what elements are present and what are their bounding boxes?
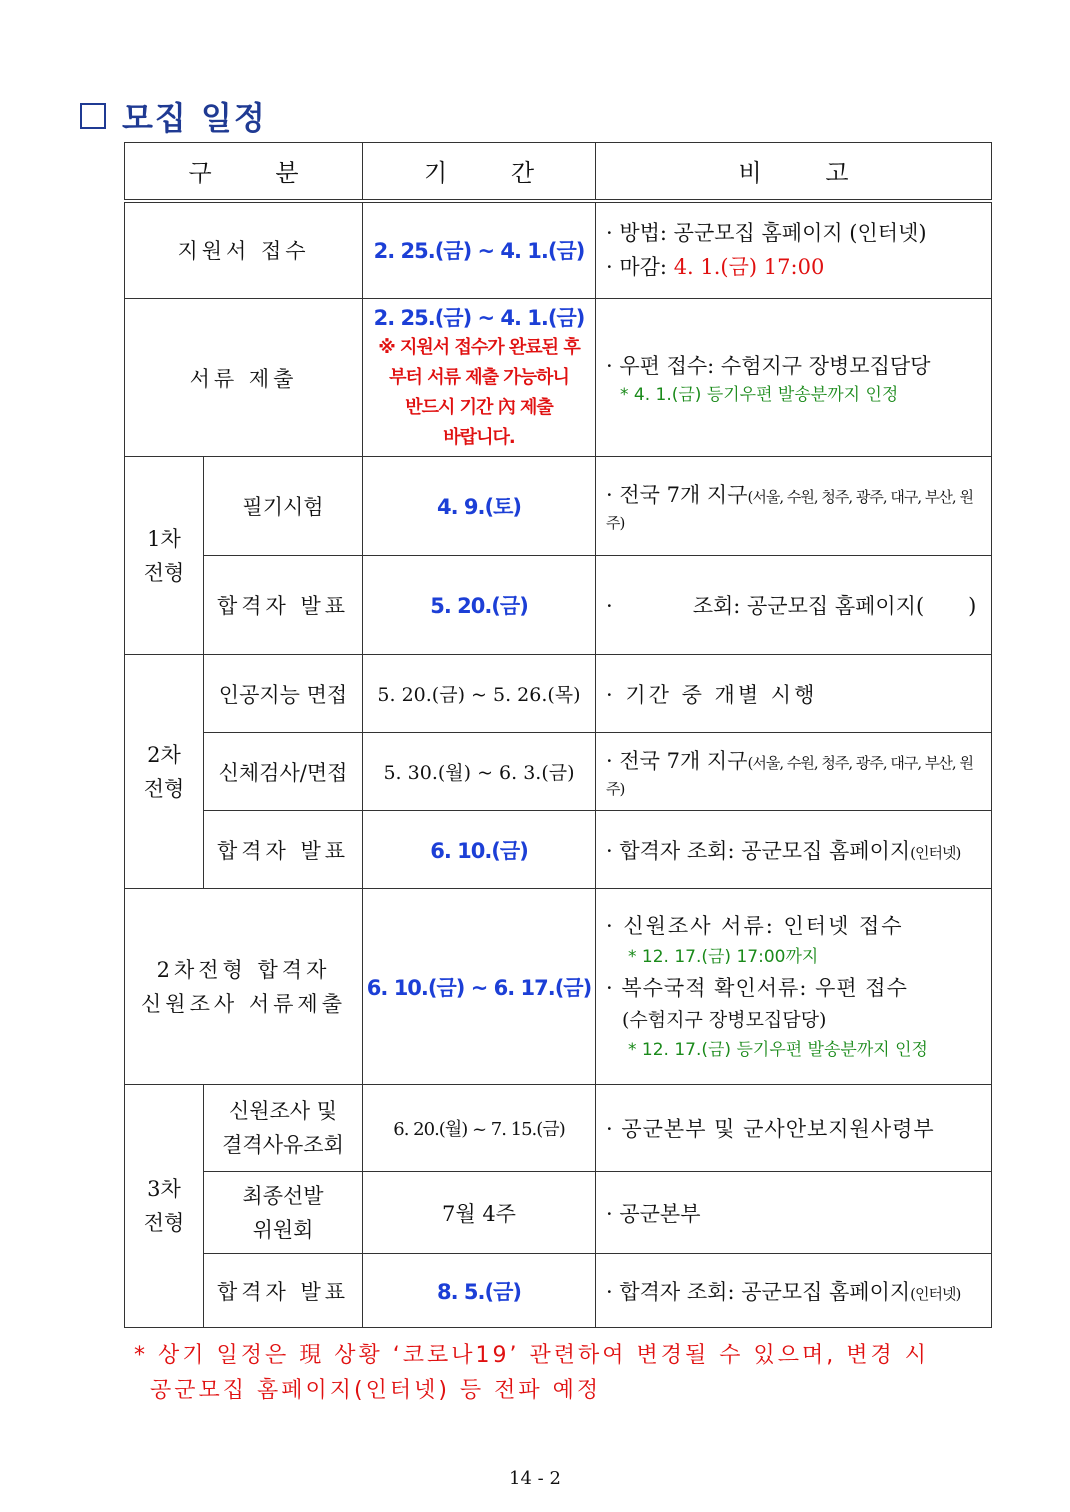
remarks-bg bbox=[596, 889, 992, 1085]
remarks-result1 bbox=[596, 556, 992, 655]
remark-small: (인터넷) bbox=[910, 843, 961, 862]
table-row bbox=[125, 556, 992, 655]
remarks-apply bbox=[596, 201, 992, 299]
docs-warning-line: 반드시 기간 內 제출 bbox=[405, 396, 553, 418]
period-docs-date: 2. 25.(금) ~ 4. 1.(금) bbox=[373, 305, 585, 330]
section-title bbox=[80, 96, 267, 136]
remark-line: · 우편 접수: 수험지구 장병모집담당 bbox=[606, 353, 931, 378]
table-row bbox=[125, 201, 992, 299]
remarks-written bbox=[596, 457, 992, 556]
group-label: 1차 bbox=[147, 526, 181, 551]
period-body: 5. 30.(월) ~ 6. 3.(금) bbox=[363, 733, 596, 811]
docs-warning-line: 바랍니다. bbox=[443, 426, 515, 448]
table-row bbox=[125, 299, 992, 457]
table-header-row bbox=[125, 143, 992, 201]
period-result2: 6. 10.(금) bbox=[363, 811, 596, 889]
period-result3: 8. 5.(금) bbox=[363, 1254, 596, 1328]
remark-small: (서울, 수원, 청주, 광주, 대구, 부산, 원주) bbox=[606, 488, 973, 532]
table-row bbox=[125, 655, 992, 733]
row-label-ai: 인공지능 면접 bbox=[204, 655, 363, 733]
remark-line bbox=[606, 250, 991, 284]
header-category: 구 분 bbox=[125, 143, 363, 201]
checkbox-square-icon bbox=[80, 103, 106, 129]
remark-line: 조회: 공군모집 홈페이지( bbox=[692, 594, 925, 618]
group-label: 2차 bbox=[147, 742, 181, 767]
remark-line: · 공군본부 및 군사안보지원사령부 bbox=[606, 1117, 935, 1141]
remark-green-note: * 12. 17.(금) 등기우편 발송분까지 인정 bbox=[628, 1039, 928, 1060]
row-label-line: 신원조사 및 bbox=[228, 1099, 338, 1123]
group-label: 전형 bbox=[143, 560, 185, 585]
period-apply: 2. 25.(금) ~ 4. 1.(금) bbox=[363, 201, 596, 299]
schedule-table bbox=[124, 142, 992, 1328]
group-label: 전형 bbox=[143, 776, 185, 801]
row-label-written: 필기시험 bbox=[204, 457, 363, 556]
period-result1: 5. 20.(금) bbox=[363, 556, 596, 655]
remark-small: (서울, 수원, 청주, 광주, 대구, 부산, 원주) bbox=[606, 753, 973, 798]
remark-green-note: * 4. 1.(금) 등기우편 발송분까지 인정 bbox=[620, 384, 899, 405]
remarks-ai bbox=[596, 655, 992, 733]
period-ai: 5. 20.(금) ~ 5. 26.(목) bbox=[363, 655, 596, 733]
header-remarks: 비 고 bbox=[596, 143, 992, 201]
row-label-bg bbox=[125, 889, 363, 1085]
period-written: 4. 9.(토) bbox=[363, 457, 596, 556]
footnote bbox=[134, 1338, 994, 1408]
remark-end: ) bbox=[968, 594, 977, 618]
footnote-line: * 상기 일정은 現 상황 ‘코로나19’ 관련하여 변경될 수 있으며, 변경 시 bbox=[134, 1343, 929, 1368]
remark-small: (인터넷) bbox=[910, 1284, 961, 1303]
remark-line: (수험지구 장병모집담당) bbox=[622, 1008, 827, 1031]
group-stage3 bbox=[125, 1085, 204, 1328]
remark-line: · 신원조사 서류: 인터넷 접수 bbox=[606, 913, 904, 938]
remarks-result2 bbox=[596, 811, 992, 889]
period-final: 7월 4주 bbox=[363, 1172, 596, 1254]
period-bg: 6. 10.(금) ~ 6. 17.(금) bbox=[363, 889, 596, 1085]
period-check: 6. 20.(월) ~ 7. 15.(금) bbox=[363, 1085, 596, 1172]
remark-line: · 합격자 조회: 공군모집 홈페이지 bbox=[606, 1279, 911, 1304]
group-stage2 bbox=[125, 655, 204, 889]
row-label-line: 신원조사 서류제출 bbox=[141, 991, 346, 1016]
remark-line: · 복수국적 확인서류: 우편 접수 bbox=[606, 975, 908, 1000]
row-label-line: 최종선발 bbox=[242, 1183, 324, 1208]
remark-line: · 방법: 공군모집 홈페이지 (인터넷) bbox=[606, 221, 927, 246]
row-label-apply: 지원서 접수 bbox=[125, 201, 363, 299]
row-label-result2: 합격자 발표 bbox=[204, 811, 363, 889]
row-label-body: 신체검사/면접 bbox=[204, 733, 363, 811]
docs-warning-line: 부터 서류 제출 가능하니 bbox=[389, 366, 569, 388]
table-row bbox=[125, 811, 992, 889]
row-label-docs: 서류 제출 bbox=[125, 299, 363, 457]
deadline-value: 4. 1.(금) 17:00 bbox=[673, 255, 825, 280]
table-row bbox=[125, 457, 992, 556]
remark-line: · 합격자 조회: 공군모집 홈페이지 bbox=[606, 838, 911, 863]
row-label-result3: 합격자 발표 bbox=[204, 1254, 363, 1328]
remark-line: · 전국 7개 지구 bbox=[606, 748, 748, 773]
row-label-check bbox=[204, 1085, 363, 1172]
remark-green-note: * 12. 17.(금) 17:00까지 bbox=[628, 946, 819, 967]
remark-line: · 전국 7개 지구 bbox=[606, 483, 748, 507]
header-period: 기 간 bbox=[363, 143, 596, 201]
table-row bbox=[125, 733, 992, 811]
row-label-final bbox=[204, 1172, 363, 1254]
section-title-text: 모집 일정 bbox=[122, 99, 267, 137]
row-label-line: 위원회 bbox=[252, 1217, 314, 1242]
group-label: 3차 bbox=[147, 1177, 181, 1201]
period-docs bbox=[363, 299, 596, 457]
table-row bbox=[125, 1172, 992, 1254]
remark-prefix: · 마감: bbox=[606, 255, 674, 280]
remarks-docs bbox=[596, 299, 992, 457]
footnote-line: 공군모집 홈페이지(인터넷) 등 전파 예정 bbox=[150, 1378, 602, 1403]
row-label-line: 2차전형 합격자 bbox=[156, 957, 331, 982]
remark-line: · 공군본부 bbox=[606, 1201, 701, 1226]
table-row bbox=[125, 889, 992, 1085]
row-label-line: 결격사유조회 bbox=[222, 1133, 344, 1157]
table-row bbox=[125, 1254, 992, 1328]
remarks-check bbox=[596, 1085, 992, 1172]
row-label-result1: 합격자 발표 bbox=[204, 556, 363, 655]
remarks-result3 bbox=[596, 1254, 992, 1328]
remarks-body bbox=[596, 733, 992, 811]
remarks-final bbox=[596, 1172, 992, 1254]
table-row bbox=[125, 1085, 992, 1172]
group-label: 전형 bbox=[143, 1211, 185, 1235]
page-number: 14 - 2 bbox=[509, 1468, 561, 1489]
remark-dot: · bbox=[606, 594, 613, 618]
remark-line: · 기간 중 개별 시행 bbox=[606, 682, 818, 707]
docs-warning-line: ※ 지원서 접수가 완료된 후 bbox=[378, 336, 580, 358]
group-stage1 bbox=[125, 457, 204, 655]
